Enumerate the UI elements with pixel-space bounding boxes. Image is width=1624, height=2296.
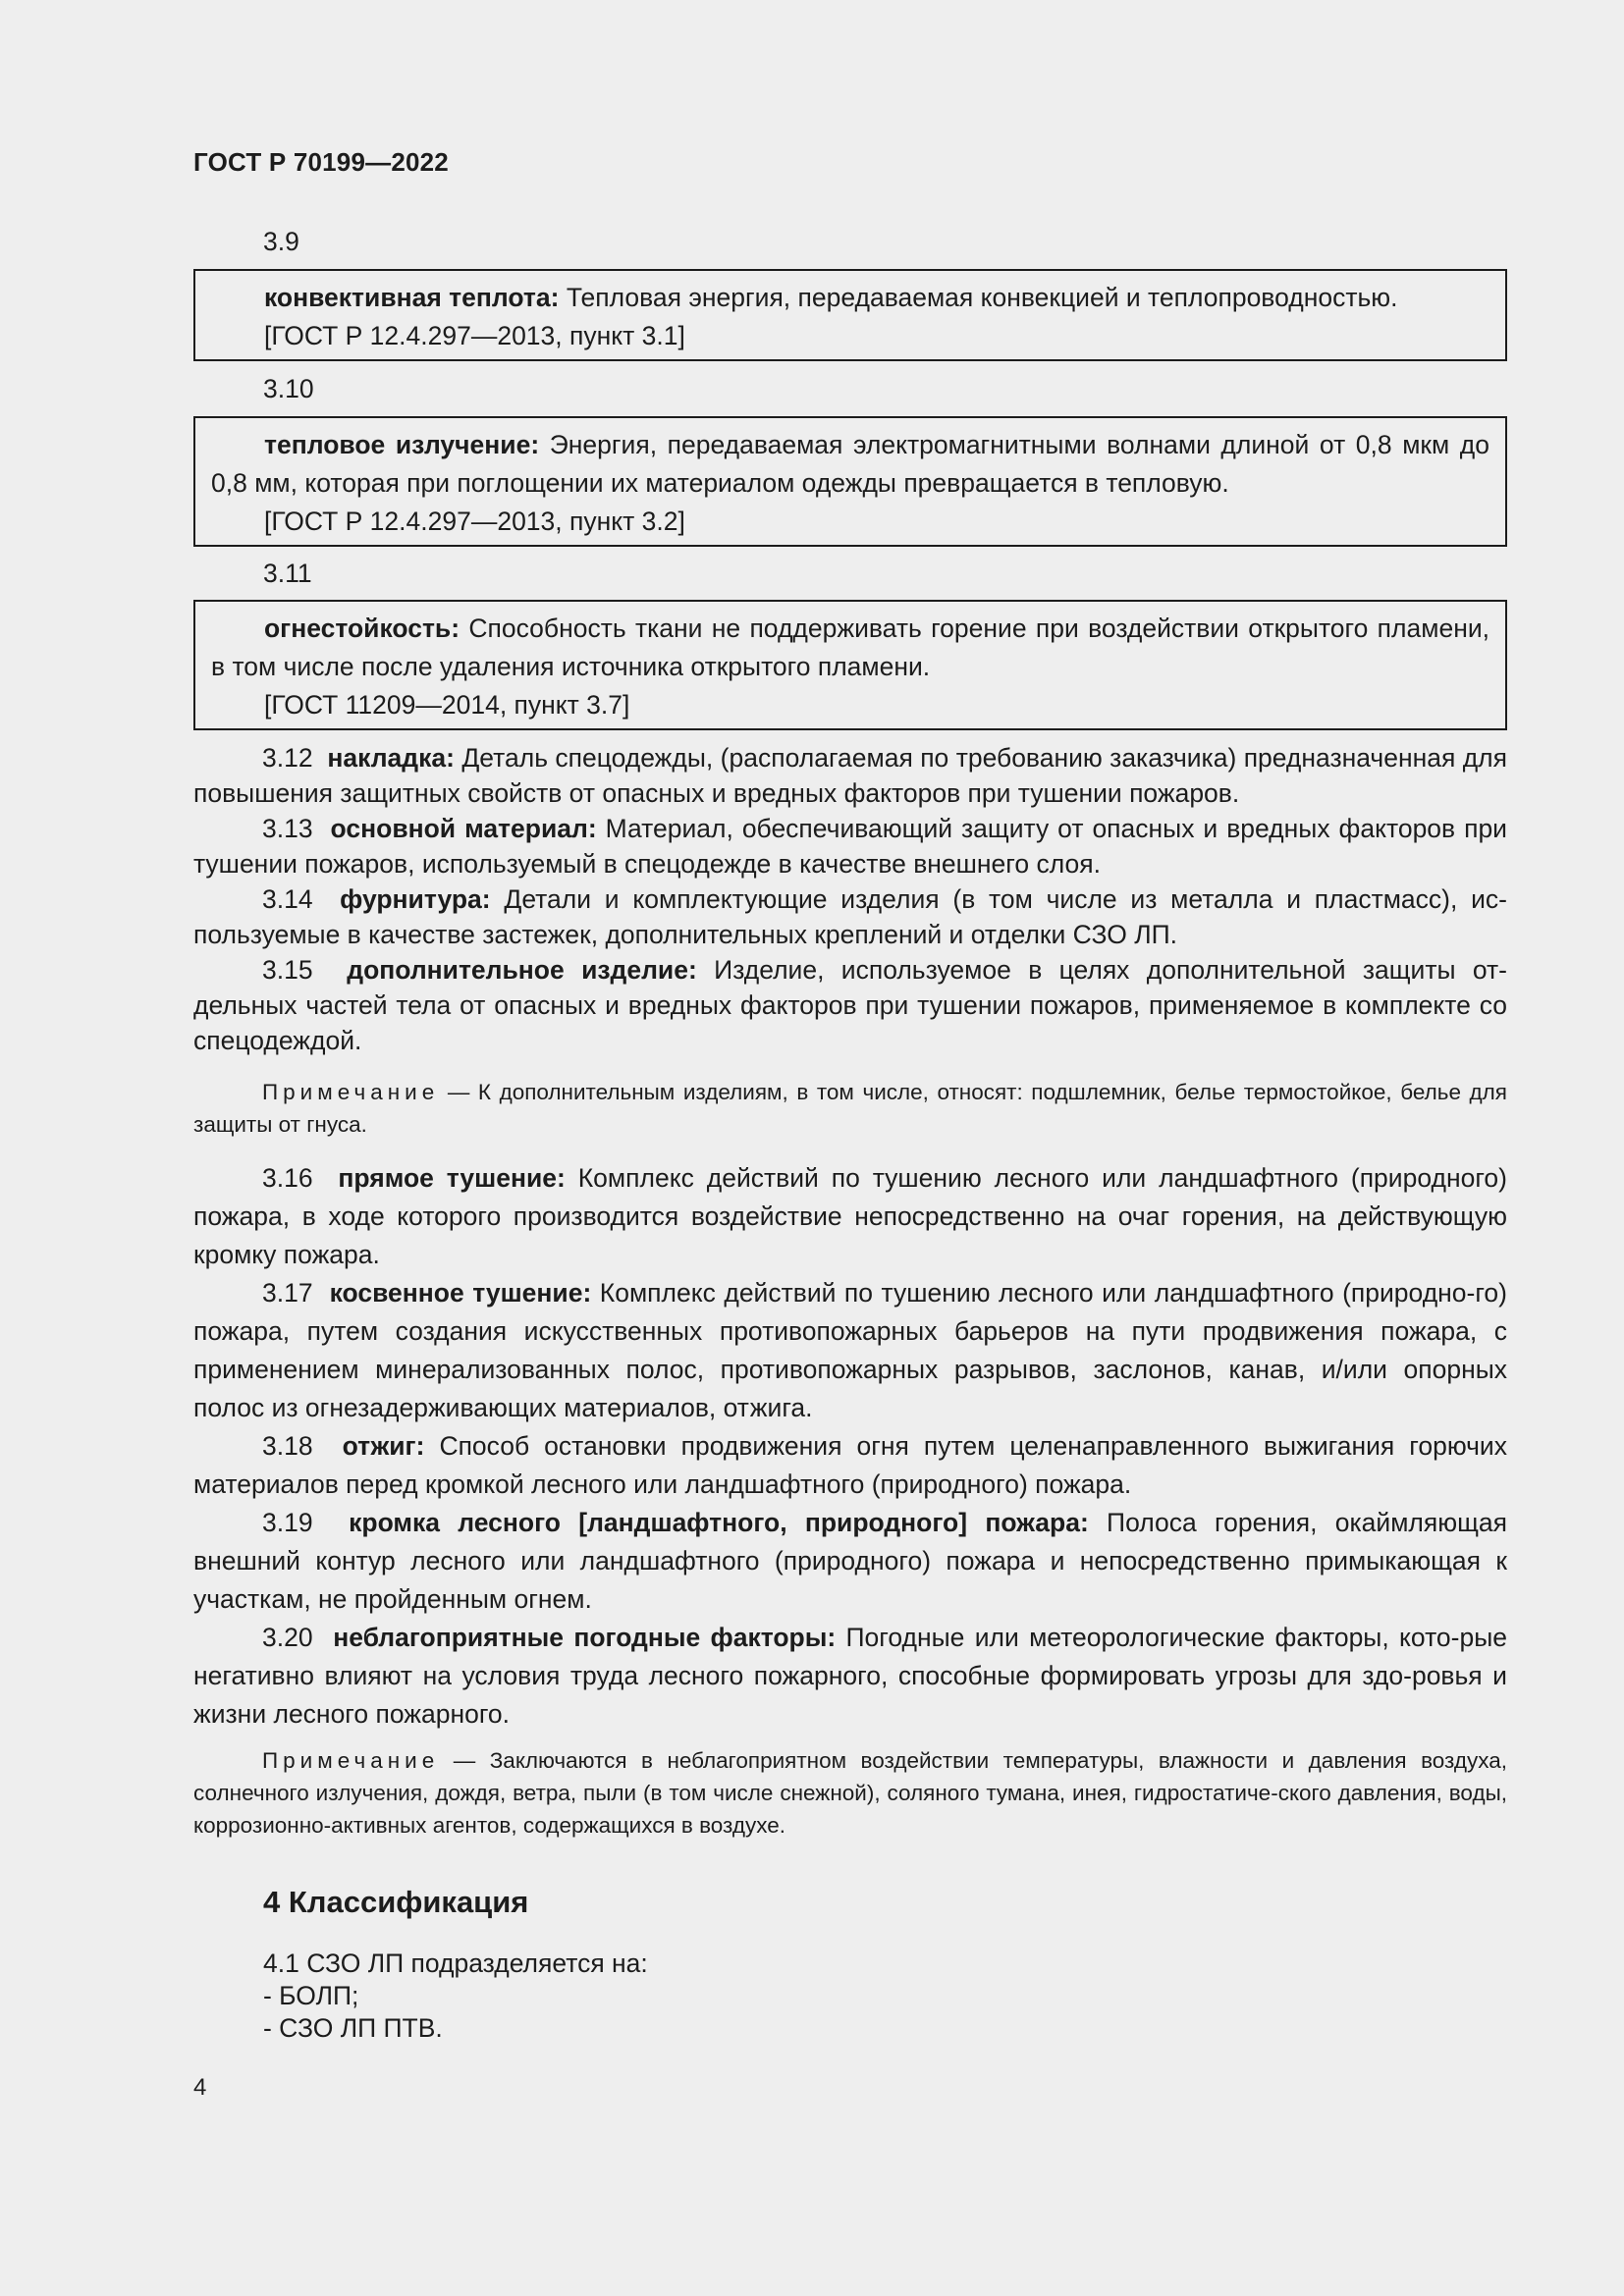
term-3-12 xyxy=(193,740,1507,811)
term-number: 3.12 xyxy=(262,743,313,773)
term-number: 3.16 xyxy=(262,1163,313,1193)
term-3-16 xyxy=(193,1159,1507,1274)
term-number: 3.19 xyxy=(262,1508,313,1537)
note-body: — К дополнительным изделиям, в том числе, относят: подшлемник, белье термостойкое, белье для защиты от гнуса. xyxy=(193,1080,1507,1137)
term-definition xyxy=(211,610,1489,686)
term-name: прямое тушение: xyxy=(338,1163,566,1193)
term-3-13 xyxy=(193,811,1507,881)
term-name: дополнительное изделие: xyxy=(347,955,697,985)
term-definition-text: Материал, обеспечивающий защиту от опасных и вредных факторов при тушении пожаров, используемый в спецодежде в качестве внешнего слоя. xyxy=(193,814,1507,879)
terms-block-2 xyxy=(193,1159,1507,1734)
term-3-15 xyxy=(193,952,1507,1058)
term-3-14 xyxy=(193,881,1507,952)
term-3-18 xyxy=(193,1427,1507,1504)
term-reference: [ГОСТ 11209—2014, пункт 3.7] xyxy=(264,690,630,720)
term-definition xyxy=(211,426,1489,503)
term-definition-text: Комплекс действий по тушению лесного или ландшафтного (природного) пожара, в ходе которого производится воздействие непосредственно на очаг горения, на действующую кромку пожара. xyxy=(193,1163,1507,1269)
term-box-3-11 xyxy=(193,600,1507,730)
term-3-19 xyxy=(193,1504,1507,1619)
note-label: Примечание xyxy=(262,1080,440,1104)
term-definition-text: Тепловая энергия, передаваемая конвекцией и теплопроводностью. xyxy=(559,283,1398,312)
term-3-20 xyxy=(193,1619,1507,1734)
document-code-header: ГОСТ Р 70199—2022 xyxy=(193,147,449,177)
note-2 xyxy=(193,1744,1507,1842)
term-number-3-9: 3.9 xyxy=(263,227,299,256)
term-reference: [ГОСТ Р 12.4.297—2013, пункт 3.2] xyxy=(264,507,685,536)
list-item: - СЗО ЛП ПТВ. xyxy=(263,2013,443,2043)
list-item: - БОЛП; xyxy=(263,1981,359,2010)
term-box-3-10 xyxy=(193,416,1507,547)
term-name: тепловое излучение: xyxy=(264,430,540,459)
term-name: неблагоприятные погодные факторы: xyxy=(333,1623,837,1652)
term-box-3-9 xyxy=(193,269,1507,361)
term-definition xyxy=(211,279,1489,317)
term-definition-text: Комплекс действий по тушению лесного или ландшафтного (природно-го) пожара, путем создания искусственных противопожарных барьеров на пути продвижения пожара, с применением минерализованных полос, противопожарных разрывов, заслонов, канав, и/или опорных полос из огнезадерживающих материалов, отжига. xyxy=(193,1278,1507,1422)
term-number: 3.13 xyxy=(262,814,313,843)
term-number: 3.18 xyxy=(262,1431,313,1461)
note-label: Примечание xyxy=(262,1748,440,1773)
term-definition-text: Полоса горения, окаймляющая внешний контур лесного или ландшафтного (природного) пожара и непосредственно примыкающая к участкам, не пройденным огнем. xyxy=(193,1508,1507,1614)
section-intro: 4.1 СЗО ЛП подразделяется на: xyxy=(263,1949,648,1978)
term-definition-text: Деталь спецодежды, (располагаемая по требованию заказчика) предназначенная для повышения защитных свойств от опасных и вредных факторов при тушении пожаров. xyxy=(193,743,1507,808)
term-definition-text: Погодные или метеорологические факторы, кото-рые негативно влияют на условия труда лесного пожарного, способные формировать угрозы для здо-ровья и жизни лесного пожарного. xyxy=(193,1623,1507,1729)
note-1 xyxy=(193,1076,1507,1141)
term-name: огнестойкость: xyxy=(264,614,460,643)
term-number-3-10: 3.10 xyxy=(263,374,314,403)
term-definition-text: Способность ткани не поддерживать горение при воздействии открытого пламени, в том числе после удаления источника открытого пламени. xyxy=(211,614,1489,681)
terms-block-1 xyxy=(193,740,1507,1058)
term-definition-text: Способ остановки продвижения огня путем целенаправленного выжигания горючих материалов перед кромкой лесного или ландшафтного (природного) пожара. xyxy=(193,1431,1507,1499)
term-name: отжиг: xyxy=(342,1431,425,1461)
section-title: 4 Классификация xyxy=(263,1885,529,1919)
note-text xyxy=(193,1076,1507,1141)
term-3-17 xyxy=(193,1274,1507,1427)
page-number: 4 xyxy=(193,2074,207,2101)
note-body: — Заключаются в неблагоприятном воздействии температуры, влажности и давления воздуха, солнечного излучения, дождя, ветра, пыли (в том числе снежной), соляного тумана, инея, гидростатиче-ского давления, воды, коррозионно-активных агентов, содержащихся в воздухе. xyxy=(193,1748,1507,1838)
term-number: 3.15 xyxy=(262,955,313,985)
term-name: кромка лесного [ландшафтного, природного] пожара: xyxy=(349,1508,1089,1537)
term-definition-text: Энергия, передаваемая электромагнитными волнами длиной от 0,8 мкм до 0,8 мм, которая при поглощении их материалом одежды превращается в тепловую. xyxy=(211,430,1489,498)
term-number: 3.20 xyxy=(262,1623,313,1652)
term-reference: [ГОСТ Р 12.4.297—2013, пункт 3.1] xyxy=(264,321,685,350)
term-name: фурнитура: xyxy=(340,884,491,914)
term-definition-text: Изделие, используемое в целях дополнительной защиты от-дельных частей тела от опасных и вредных факторов при тушении пожаров, применяемое в комплекте со спецодеждой. xyxy=(193,955,1508,1055)
term-name: конвективная теплота: xyxy=(264,283,560,312)
term-definition-text: Детали и комплектующие изделия (в том числе из металла и пластмасс), ис-пользуемые в качестве застежек, дополнительных креплений и отделки СЗО ЛП. xyxy=(193,884,1507,949)
term-name: накладка: xyxy=(327,743,455,773)
term-name: основной материал: xyxy=(330,814,597,843)
term-number-3-11: 3.11 xyxy=(263,559,312,588)
term-number: 3.17 xyxy=(262,1278,313,1308)
term-name: косвенное тушение: xyxy=(329,1278,592,1308)
note-text xyxy=(193,1744,1507,1842)
term-number: 3.14 xyxy=(262,884,313,914)
